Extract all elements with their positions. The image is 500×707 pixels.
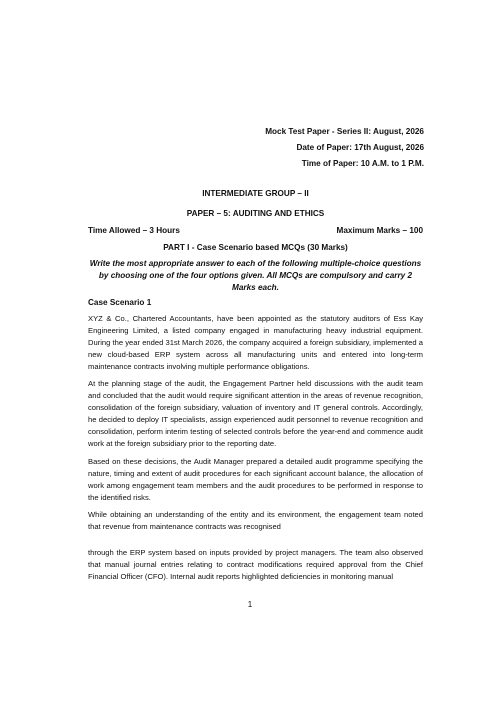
group-heading: INTERMEDIATE GROUP – II bbox=[202, 189, 309, 198]
mock-test-title: Mock Test Paper - Series II: August, 2026 bbox=[265, 127, 424, 136]
time-marks-row bbox=[88, 226, 423, 235]
paper-heading: PAPER – 5: AUDITING AND ETHICS bbox=[186, 209, 325, 218]
paragraph: Based on these decisions, the Audit Manager prepared a detailed audit programme specifying the nature, timing and extent of audit procedures for each significant account balance, the allocation of work among engagement team members and the audit procedures to be performed in response to the identified risks. bbox=[88, 457, 423, 503]
paragraph: XYZ & Co., Chartered Accountants, have been appointed as the statutory auditors of Ess Kay Engineering Limited, a listed company engaged in manufacturing heavy industrial equipment. During the year ended 31st March 2026, the company acquired a foreign subsidiary, implemented a new cloud-based ERP system across all manufacturing units and entered into long-term maintenance contracts involving multiple performance obligations. bbox=[88, 314, 423, 372]
instructions: Write the most appropriate answer to each of the following multiple-choice questions by choosing one of the four options given. All MCQs are compulsory and carry 2 Marks each. bbox=[89, 259, 422, 292]
paper-time: Time of Paper: 10 A.M. to 1 P.M. bbox=[301, 159, 424, 168]
maximum-marks: Maximum Marks – 100 bbox=[336, 226, 423, 235]
paper-date: Date of Paper: 17th August, 2026 bbox=[296, 143, 424, 152]
paragraph: While obtaining an understanding of the entity and its environment, the engagement team noted that revenue from maintenance contracts was recognised bbox=[88, 510, 423, 532]
paragraph: through the ERP system based on inputs provided by project managers. The team also observed that manual journal entries relating to contract modifications required approval from the Chief Financial Officer (CFO). Internal audit reports highlighted deficiencies in monitoring manual bbox=[88, 548, 423, 582]
page-number: 1 bbox=[247, 600, 253, 609]
part-heading: PART I - Case Scenario based MCQs (30 Marks) bbox=[163, 243, 348, 252]
paragraph: At the planning stage of the audit, the Engagement Partner held discussions with the audit team and concluded that the audit would require significant attention in the areas of revenue recognition, consolidation of the foreign subsidiary, valuation of inventory and IT general controls. Accordingly, he decided to deploy IT specialists, assign experienced audit personnel to revenue recognition and consolidation, perform interim testing of selected controls before the year-end and commence audit work at the foreign subsidiary prior to the reporting date. bbox=[88, 379, 423, 449]
time-allowed: Time Allowed – 3 Hours bbox=[88, 226, 180, 235]
case-scenario-title: Case Scenario 1 bbox=[88, 298, 152, 307]
